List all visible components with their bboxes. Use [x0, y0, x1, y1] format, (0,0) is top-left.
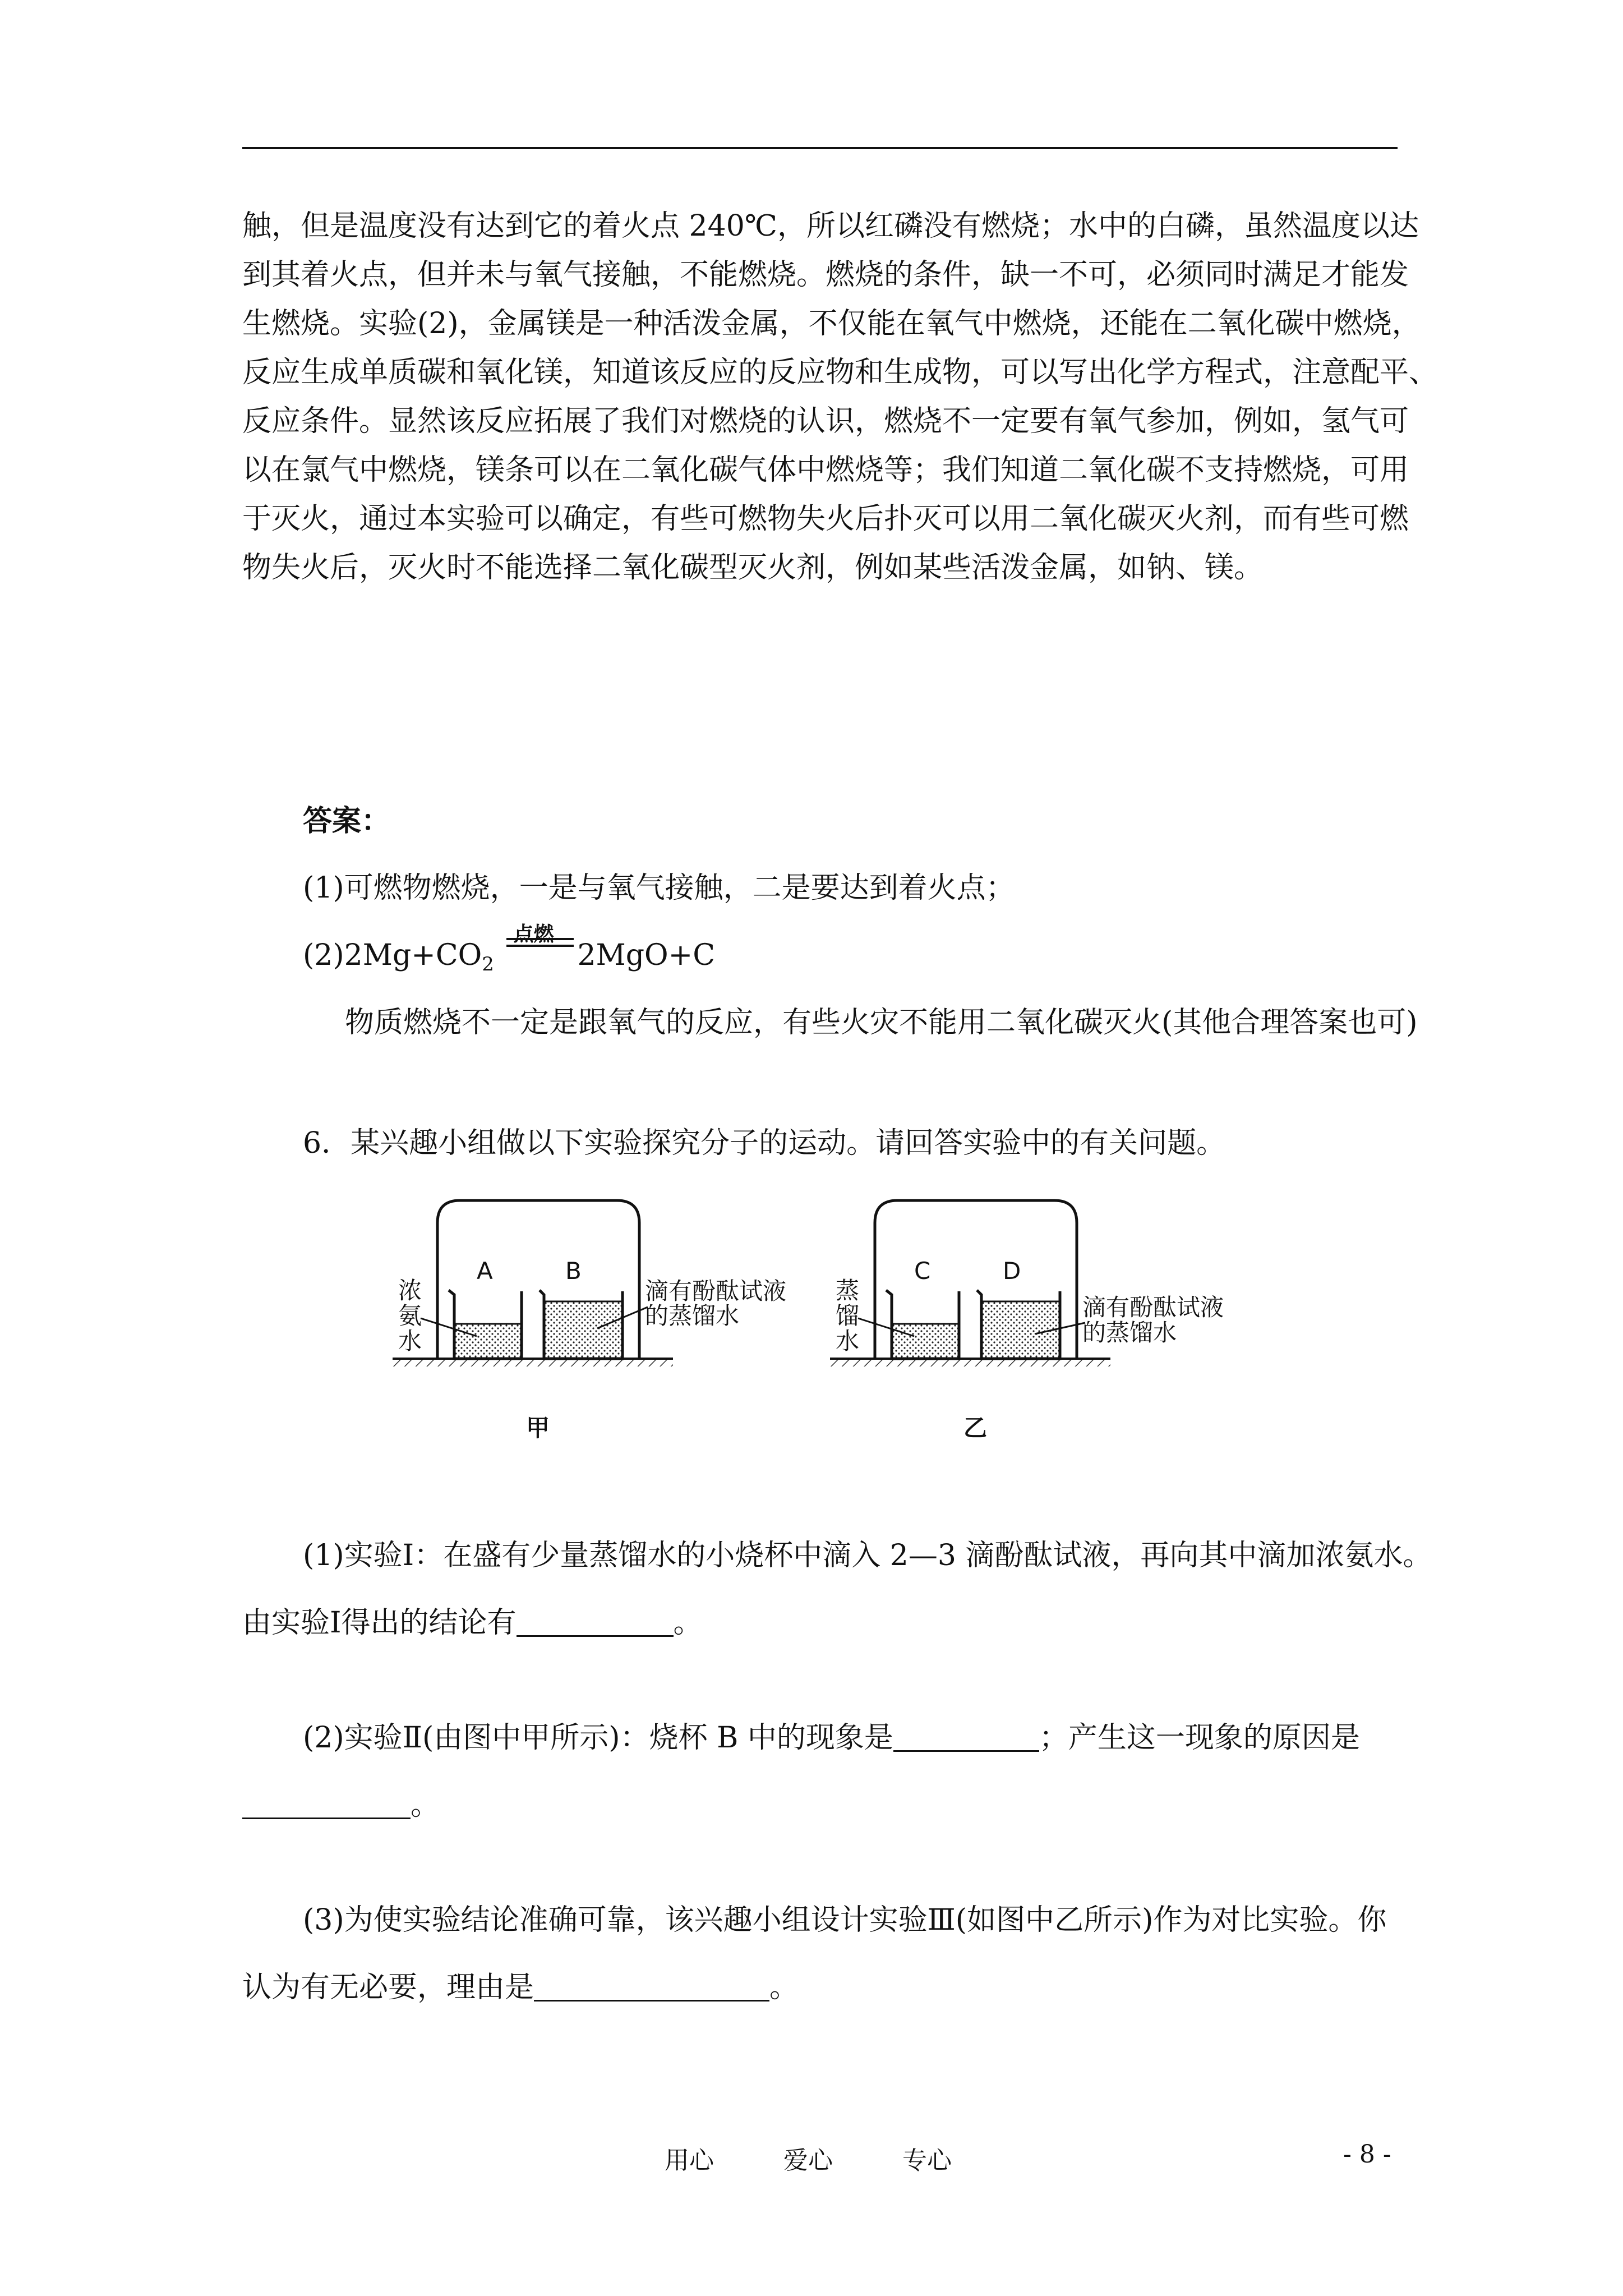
bench-jia: [393, 1359, 673, 1366]
answer-item-2-equation: [303, 923, 716, 989]
question-6-part-1-line-1: (1)实验Ⅰ：在盛有少量蒸馏水的小烧杯中滴入 2—3 滴酚酞试液，再向其中滴加浓氨水。: [303, 1539, 1432, 1572]
q1-end: 。: [673, 1606, 703, 1640]
paragraph-line: 物失火后，灭火时不能选择二氧化碳型灭火剂，例如某些活泼金属，如钠、镁。: [242, 551, 1264, 585]
label-an: 氨: [398, 1302, 422, 1329]
liquid-beaker-d: [981, 1301, 1060, 1359]
footer-middle: 爱心: [783, 2146, 833, 2175]
caption-jia: 甲: [526, 1414, 550, 1442]
setup-yi: [830, 1200, 1224, 1442]
q1-text: 由实验Ⅰ得出的结论有: [242, 1606, 517, 1640]
label-nong: 浓: [398, 1277, 422, 1304]
question-6-part-3-line-2: [242, 1963, 799, 2012]
question-6-part-3-line-1: (3)为使实验结论准确可靠，该兴趣小组设计实验Ⅲ(如图中乙所示)作为对比实验。你: [303, 1903, 1387, 1937]
reaction-condition: [506, 923, 574, 968]
paragraph-line: 于灭火，通过本实验可以确定，有些可燃物失火后扑灭可以用二氧化碳灭火剂，而有些可燃: [242, 502, 1409, 536]
label-shui: 水: [398, 1327, 422, 1355]
footer-right: 专心: [902, 2146, 952, 2175]
bench-yi: [830, 1359, 1110, 1366]
liquid-beaker-c: [892, 1324, 959, 1359]
label-a: A: [477, 1257, 493, 1285]
liquid-beaker-a: [454, 1324, 522, 1359]
paragraph-line: 反应条件。显然该反应拓展了我们对燃烧的认识，燃烧不一定要有氧气参加，例如，氢气可: [242, 404, 1409, 438]
condition-label: 点燃: [513, 923, 554, 946]
question-6-stem: 6．某兴趣小组做以下实验探究分子的运动。请回答实验中的有关问题。: [303, 1126, 1226, 1160]
answer-blank-1[interactable]: [517, 1606, 674, 1637]
paragraph-line: 触，但是温度没有达到它的着火点 240℃，所以红磷没有燃烧；水中的白磷，虽然温度以达: [242, 209, 1419, 243]
label-phenolphthalein-b: 滴有酚酞试液: [645, 1277, 787, 1305]
paragraph-line: 反应生成单质碳和氧化镁，知道该反应的反应物和生成物，可以写出化学方程式，注意配平、: [242, 356, 1438, 389]
label-phenolphthalein-d: 滴有酚酞试液: [1082, 1294, 1224, 1321]
label-distilled-d: 的蒸馏水: [1082, 1319, 1177, 1346]
paragraph-line: 生燃烧。实验(2)，金属镁是一种活泼金属，不仅能在氧气中燃烧，还能在二氧化碳中燃烧，: [242, 307, 1421, 341]
q3-text: 认为有无必要，理由是: [242, 1971, 534, 2004]
equation-products: 2MgO+C: [577, 938, 716, 972]
paragraph-line: 以在氯气中燃烧，镁条可以在二氧化碳气体中燃烧等；我们知道二氧化碳不支持燃烧，可用: [242, 453, 1409, 487]
label-zheng: 蒸: [836, 1277, 860, 1304]
equation-subscript: 2: [482, 953, 494, 976]
page-number: - 8 -: [1343, 2140, 1391, 2169]
explanation-paragraph: [242, 202, 1438, 592]
setup-jia: [393, 1200, 786, 1442]
paragraph-line: 到其着火点，但并未与氧气接触，不能燃烧。燃烧的条件，缺一不可，必须同时满足才能发: [242, 258, 1409, 292]
question-6-part-1-line-2: [242, 1599, 703, 1648]
answer-blank-2[interactable]: [893, 1721, 1039, 1752]
label-b: B: [565, 1257, 582, 1285]
header-rule: [242, 147, 1398, 149]
answer-item-2-note: 物质燃烧不一定是跟氧气的反应，有些火灾不能用二氧化碳灭火(其他合理答案也可): [345, 1006, 1418, 1039]
label-liu: 馏: [836, 1302, 860, 1329]
footer-left: 用心: [665, 2146, 714, 2175]
answer-blank-3[interactable]: [242, 1788, 411, 1819]
label-distilled-b: 的蒸馏水: [645, 1302, 740, 1329]
q2-text-a: (2)实验Ⅱ(由图中甲所示)：烧杯 B 中的现象是: [303, 1721, 893, 1755]
equals-bar-top: [506, 938, 574, 940]
question-6-part-2-line-2: [242, 1781, 440, 1830]
equation-reactants: (2)2Mg+CO: [303, 938, 482, 972]
q2-end: 。: [411, 1788, 440, 1822]
liquid-beaker-b: [544, 1301, 623, 1359]
label-shui-2: 水: [836, 1327, 860, 1355]
footer-motto: [665, 2140, 952, 2176]
answer-heading: 答案：: [303, 804, 391, 838]
experiment-figure: [393, 1189, 1245, 1492]
question-6-part-2-line-1: [303, 1714, 1360, 1763]
caption-yi: 乙: [963, 1414, 988, 1442]
beaker-diagram: [393, 1189, 1245, 1492]
label-d: D: [1003, 1257, 1021, 1285]
answer-blank-4[interactable]: [534, 1971, 769, 2001]
equals-bar-bottom: [506, 945, 574, 947]
answer-item-1: (1)可燃物燃烧，一是与氧气接触，二是要达到着火点；: [303, 871, 1015, 905]
q3-end: 。: [769, 1971, 799, 2004]
label-c: C: [914, 1257, 931, 1285]
q2-text-b: ；产生这一现象的原因是: [1039, 1721, 1360, 1755]
